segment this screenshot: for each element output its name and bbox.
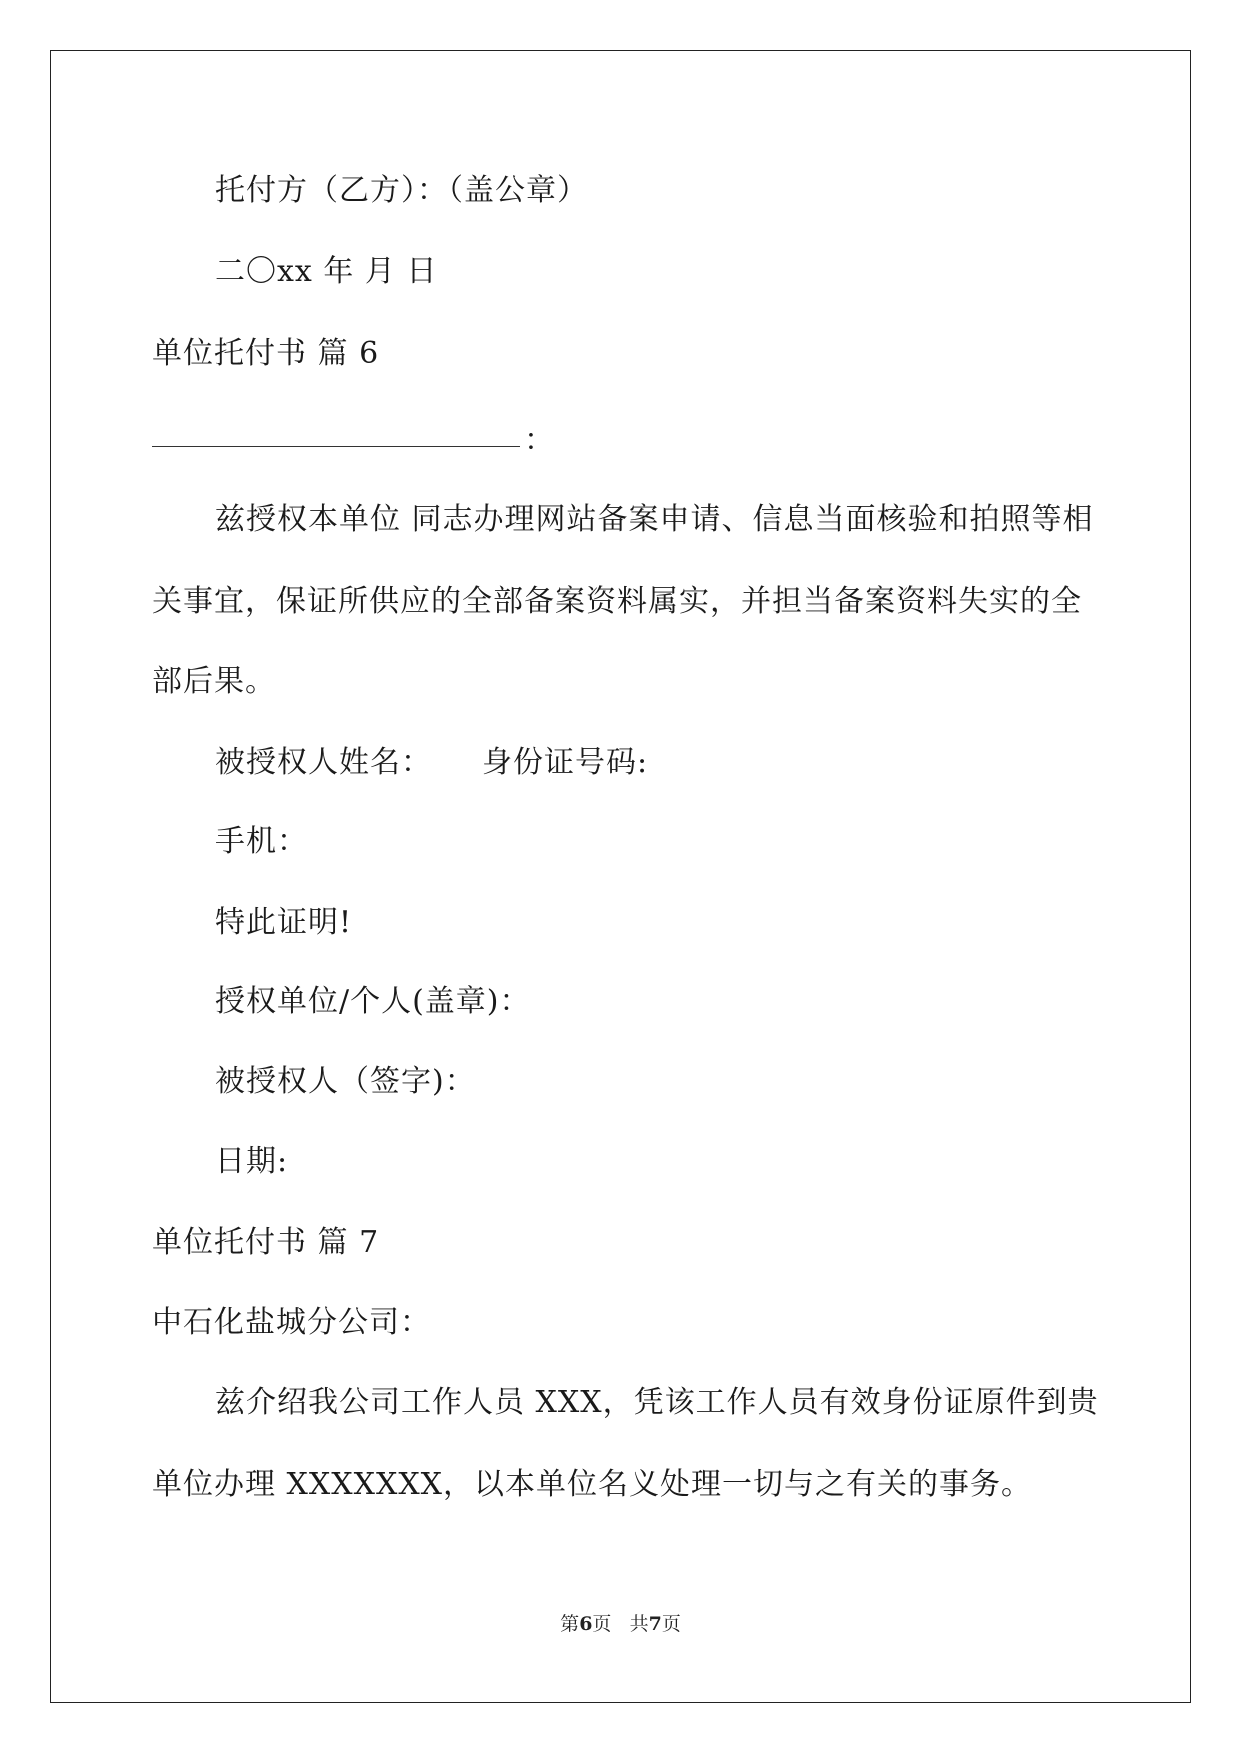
authorization-paragraph-line-1: 兹授权本单位 同志办理网站备案申请、信息当面核验和拍照等相 [215, 502, 1094, 537]
mobile-label: 手机： [215, 824, 308, 859]
certification-text: 特此证明! [215, 905, 353, 940]
authorization-paragraph-line-2: 关事宜，保证所供应的全部备案资料属实，并担当备案资料失实的全 [152, 584, 1082, 619]
section-heading-6: 单位托付书 篇 6 [152, 336, 380, 371]
addressee-sinopec: 中石化盐城分公司： [152, 1305, 431, 1340]
footer-page-prefix: 第 [560, 1613, 580, 1635]
authorized-name-label: 被授权人姓名： [215, 745, 432, 780]
page-footer [0, 1612, 1241, 1636]
section-heading-7: 单位托付书 篇 7 [152, 1225, 380, 1260]
introduction-paragraph-line-1: 兹介绍我公司工作人员 XXX，凭该工作人员有效身份证原件到贵 [215, 1385, 1099, 1420]
authorization-paragraph-line-3: 部后果。 [152, 664, 276, 699]
authorizing-unit-seal-label: 授权单位/个人(盖章)： [215, 984, 531, 1019]
addressee-colon: ： [524, 423, 554, 458]
page-frame [50, 50, 1191, 1703]
authorized-signature-label: 被授权人（签字)： [215, 1064, 476, 1099]
footer-total-suffix: 页 [661, 1613, 681, 1635]
date-line: 二〇xx 年 月 日 [215, 254, 438, 289]
footer-total-prefix: 共 [629, 1613, 649, 1635]
footer-page-suffix: 页 [592, 1613, 612, 1635]
addressee-blank [152, 446, 520, 447]
introduction-paragraph-line-2: 单位办理 XXXXXXX，以本单位名义处理一切与之有关的事务。 [152, 1467, 1033, 1502]
footer-total-pages: 7 [648, 1613, 662, 1635]
footer-page-number: 6 [579, 1613, 593, 1635]
date-label: 日期: [215, 1144, 289, 1179]
authorized-person-fields [215, 745, 648, 781]
id-number-label: 身份证号码: [482, 745, 649, 780]
entrusting-party-line: 托付方（乙方）：（盖公章） [215, 173, 588, 208]
